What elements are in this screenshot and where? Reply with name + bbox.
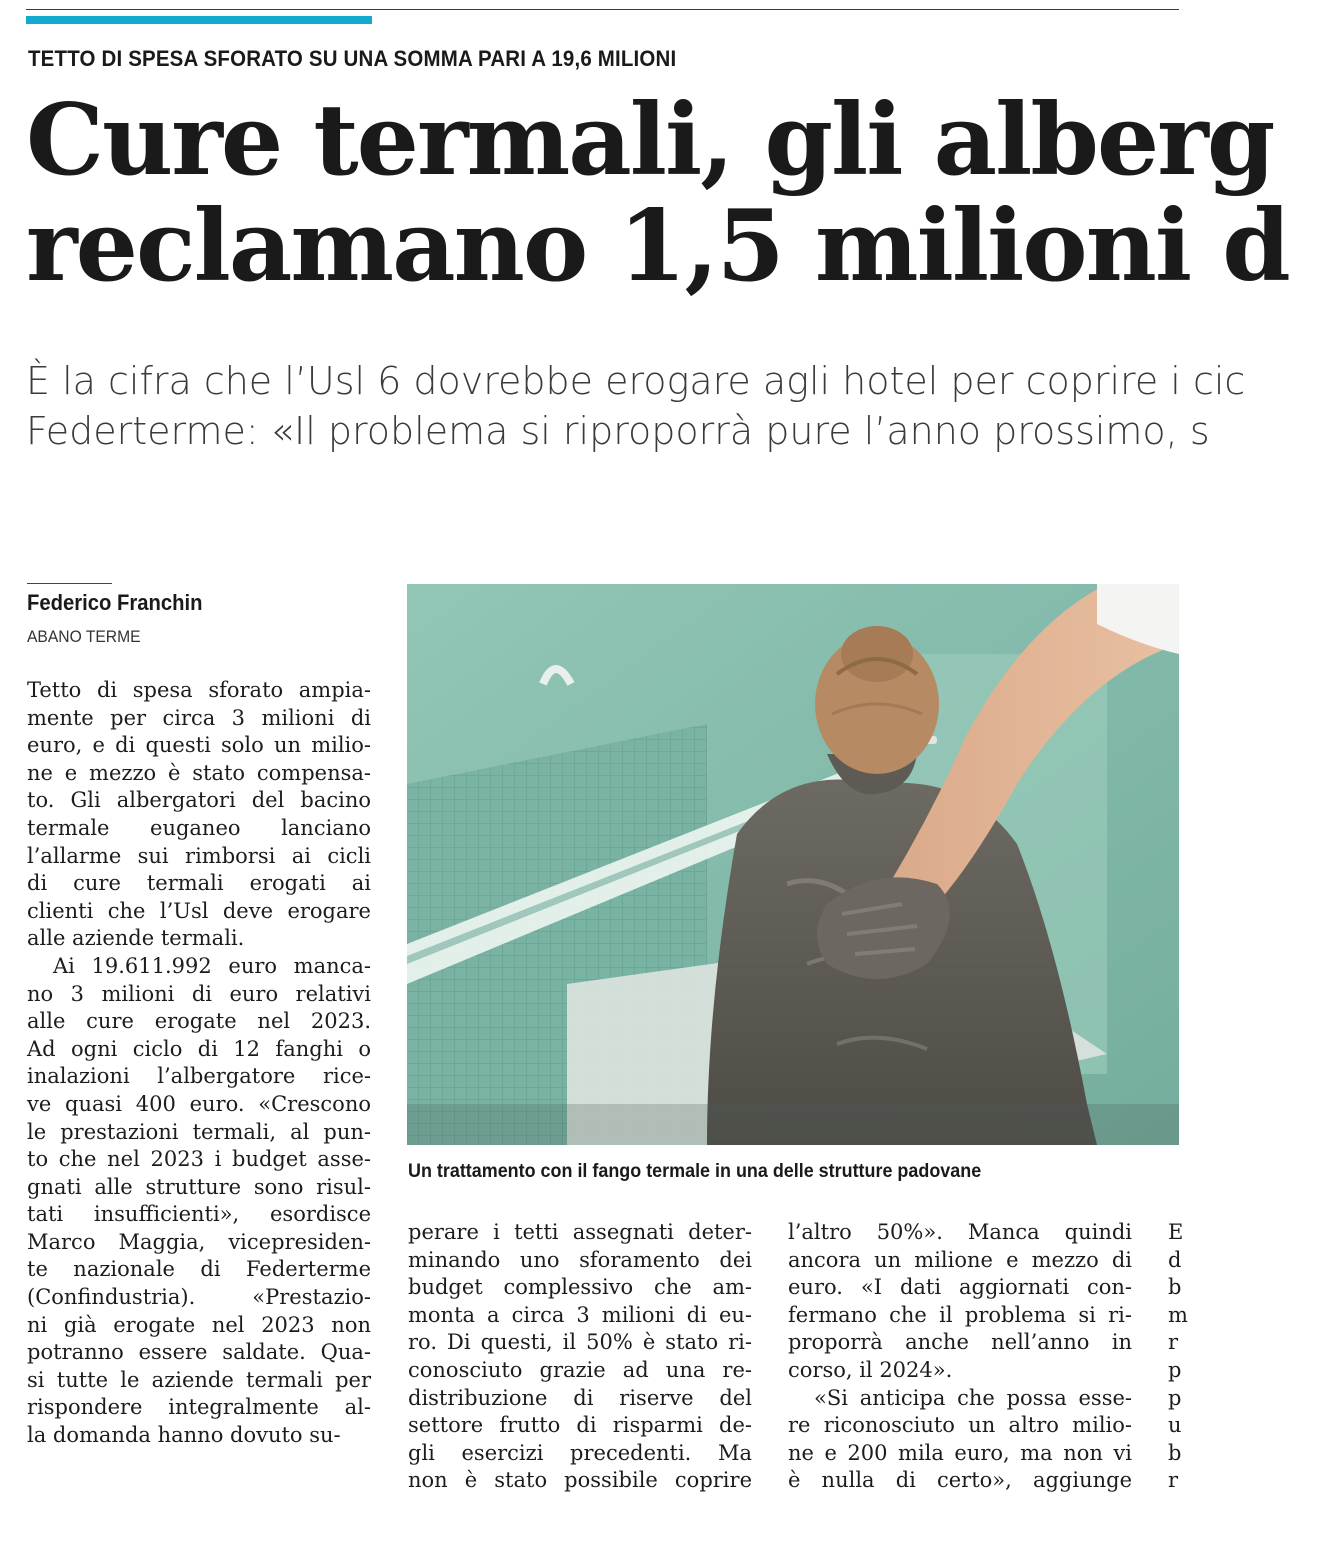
subheadline-line-1: È la cifra che l’Usl 6 dovrebbe erogare agli hotel per coprire i cic (26, 359, 1246, 403)
body-text-line: si tutte le aziende termali per (27, 1367, 371, 1392)
body-text-line: gnati alle strutture sono risul- (27, 1174, 371, 1199)
headline (26, 83, 1326, 304)
body-text-line: ni già erogate nel 2023 non (27, 1312, 371, 1337)
body-text-line: budget complessivo che am- (408, 1275, 752, 1300)
author-name: Federico Franchin (27, 590, 203, 615)
body-text-line: alle cure erogate nel 2023. (27, 1009, 371, 1034)
body-text-line: alle aziende termali. (27, 926, 245, 951)
body-text-line: p (1168, 1385, 1182, 1410)
body-text-line: l’altro 50%». Manca quindi (788, 1220, 1132, 1244)
body-text-line: E (1168, 1220, 1184, 1244)
body-text-line: r (1168, 1468, 1179, 1493)
body-text-line: gli esercizi precedenti. Ma (408, 1440, 752, 1465)
body-column-2 (408, 1219, 752, 1495)
body-text-line: ro. Di questi, il 50% è stato ri- (408, 1330, 752, 1355)
body-text-line: «Si anticipa che possa esse- (814, 1385, 1132, 1410)
body-text-line: to che nel 2023 i budget asse- (27, 1147, 371, 1172)
body-text-line: perare i tetti assegnati deter- (408, 1220, 752, 1244)
body-text-line: Ad ogni ciclo di 12 fanghi o (27, 1036, 371, 1061)
article-photo (407, 584, 1179, 1145)
body-text-line: Marco Maggia, vicepresiden- (27, 1229, 371, 1254)
body-text-line: la domanda hanno dovuto su- (27, 1423, 341, 1448)
body-text-line: rispondere integralmente al- (27, 1395, 371, 1420)
body-text-line: no 3 milioni di euro relativi (27, 981, 371, 1006)
body-text-line: u (1168, 1413, 1182, 1438)
body-text-line: l’allarme sui rimborsi ai cicli (27, 843, 371, 868)
body-text-line: to. Gli albergatori del bacino (27, 788, 371, 813)
body-text-line: b (1168, 1275, 1182, 1300)
body-text-line: corso, il 2024». (788, 1357, 953, 1382)
body-text-line: monta a circa 3 milioni di eu- (408, 1302, 752, 1327)
body-column-1 (27, 677, 371, 1450)
body-text-line: inalazioni l’albergatore rice- (27, 1064, 371, 1089)
body-text-line: Tetto di spesa sforato ampia- (27, 678, 371, 702)
body-text-line: r (1168, 1330, 1179, 1355)
headline-line-2: reclamano 1,5 milioni d (26, 189, 1289, 304)
section-accent-bar (26, 16, 372, 24)
body-column-3 (788, 1219, 1132, 1495)
body-text-line: d (1168, 1247, 1182, 1272)
body-text-line: mente per circa 3 milioni di (27, 705, 371, 730)
body-text-line: ne e mezzo è stato compensa- (27, 760, 371, 785)
body-text-line: è nulla di certo», aggiunge (788, 1468, 1132, 1493)
body-text-line: ancora un milione e mezzo di (788, 1247, 1132, 1272)
mud-treatment-photo (407, 584, 1179, 1145)
body-text-line: m (1168, 1302, 1188, 1327)
body-text-line: b (1168, 1440, 1182, 1465)
body-text-line: ve quasi 400 euro. «Crescono (27, 1091, 371, 1116)
body-text-line: ne e 200 mila euro, ma non vi (788, 1440, 1132, 1465)
body-text-line: termale euganeo lanciano (27, 815, 371, 840)
body-text-line: tati insufficienti», esordisce (27, 1202, 371, 1227)
body-text-line: potranno essere saldate. Qua- (27, 1340, 371, 1365)
byline-rule (27, 583, 112, 584)
body-text-line: distribuzione di riserve del (408, 1385, 752, 1410)
dateline-location: ABANO TERME (27, 627, 141, 646)
body-text-line: proporrà anche nell’anno in (788, 1330, 1132, 1355)
photo-caption: Un trattamento con il fango termale in una delle strutture padovane (408, 1160, 982, 1182)
body-text-line: euro, e di questi solo un milio- (27, 733, 371, 758)
body-text-line: (Confindustria). «Prestazio- (27, 1285, 371, 1310)
body-text-line: re riconosciuto un altro milio- (788, 1413, 1132, 1438)
subheadline (26, 356, 1326, 456)
body-text-line: conosciuto grazie ad una re- (408, 1357, 752, 1382)
body-text-line: di cure termali erogati ai (27, 871, 371, 896)
body-text-line: clienti che l’Usl deve erogare (27, 898, 371, 923)
body-text-line: non è stato possibile coprire (408, 1468, 752, 1493)
body-text-line: Ai 19.611.992 euro manca- (53, 953, 371, 978)
body-column-4 (1168, 1219, 1198, 1495)
body-text-line: p (1168, 1357, 1182, 1382)
subheadline-line-2: Federterme: «Il problema si riproporrà pure l’anno prossimo, s (26, 409, 1210, 453)
kicker: TETTO DI SPESA SFORATO SU UNA SOMMA PARI A 19,6 MILIONI (28, 46, 677, 71)
body-text-line: le prestazioni termali, al pun- (27, 1119, 371, 1144)
headline-line-1: Cure termali, gli alberg (26, 83, 1274, 198)
body-text-line: fermano che il problema si ri- (788, 1302, 1132, 1327)
body-text-line: settore frutto di risparmi de- (408, 1413, 752, 1438)
body-text-line: minando uno sforamento dei (408, 1247, 752, 1272)
body-text-line: te nazionale di Federterme (27, 1257, 371, 1282)
body-text-line: euro. «I dati aggiornati con- (788, 1275, 1132, 1300)
top-rule (26, 9, 1179, 10)
